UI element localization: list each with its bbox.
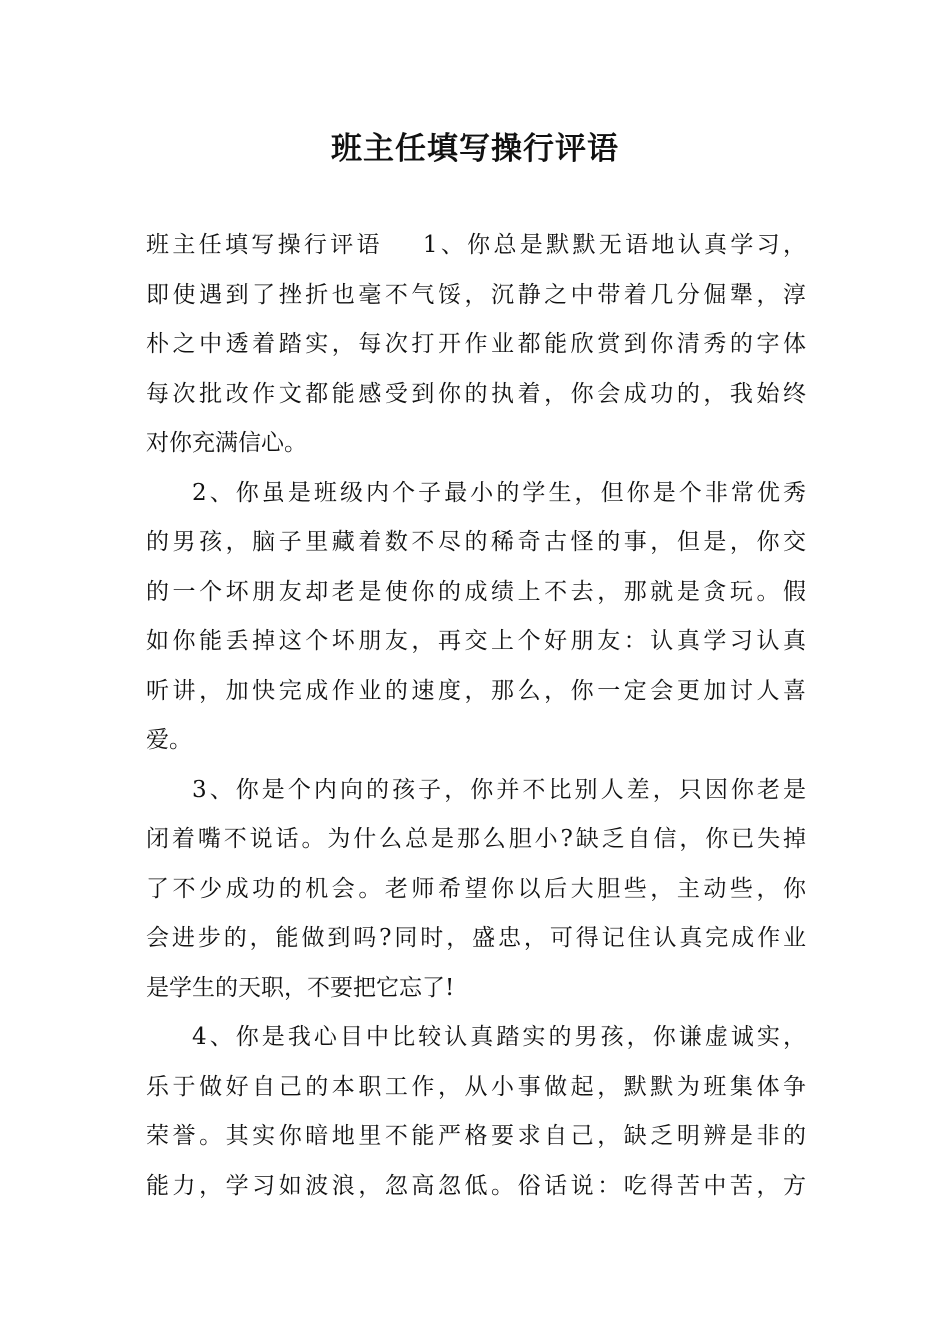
document-title: 班主任填写操行评语	[331, 131, 619, 167]
intro-heading: 班主任填写操行评语	[146, 232, 383, 258]
paragraph-3	[146, 766, 806, 1014]
paragraph-line: 3、你是个内向的孩子，你并不比别人差，只因你老是	[192, 776, 806, 803]
paragraph-line: 的一个坏朋友却老是使你的成绩上不去，那就是贪玩。假	[146, 578, 806, 605]
paragraph-line: 了不少成功的机会。老师希望你以后大胆些，主动些，你	[146, 875, 806, 902]
paragraph-line: 能力，学习如波浪，忽高忽低。俗话说：吃得苦中苦，方	[146, 1172, 806, 1199]
paragraph-line: 的男孩，脑子里藏着数不尽的稀奇古怪的事，但是，你交	[146, 529, 806, 555]
paragraph-line: 闭着嘴不说话。为什么总是那么胆小?缺乏自信，你已失掉	[146, 826, 806, 852]
paragraph-2	[146, 469, 806, 766]
paragraph-line: 4、你是我心目中比较认真踏实的男孩，你谦虚诚实，	[192, 1024, 806, 1050]
paragraph-line: 荣誉。其实你暗地里不能严格要求自己，缺乏明辨是非的	[146, 1123, 806, 1149]
paragraph-4	[146, 1013, 806, 1211]
paragraph-line: 会进步的，能做到吗?同时，盛忠，可得记住认真完成作业	[146, 925, 806, 951]
paragraph-line: 每次批改作文都能感受到你的执着，你会成功的，我始终	[146, 380, 806, 407]
paragraph-line: 乐于做好自己的本职工作，从小事做起，默默为班集体争	[146, 1073, 806, 1100]
document-body	[146, 221, 806, 1211]
paragraph-line: 对你充满信心。	[146, 430, 307, 456]
paragraph-line	[146, 221, 806, 271]
paragraph-line: 2、你虽是班级内个子最小的学生，但你是个非常优秀	[192, 479, 806, 506]
paragraph-1	[146, 221, 806, 469]
paragraph-1-line-1: 1、你总是默默无语地认真学习，	[422, 232, 807, 258]
paragraph-line: 即使遇到了挫折也毫不气馁，沉静之中带着几分倔犟，淳	[146, 281, 806, 308]
paragraph-line: 爱。	[146, 727, 192, 753]
paragraph-line: 朴之中透着踏实，每次打开作业都能欣赏到你清秀的字体	[146, 331, 806, 357]
paragraph-line: 如你能丢掉这个坏朋友，再交上个好朋友：认真学习认真	[146, 628, 806, 654]
paragraph-line: 是学生的天职，不要把它忘了!	[146, 974, 455, 1001]
paragraph-line: 听讲，加快完成作业的速度，那么，你一定会更加讨人喜	[146, 677, 806, 704]
